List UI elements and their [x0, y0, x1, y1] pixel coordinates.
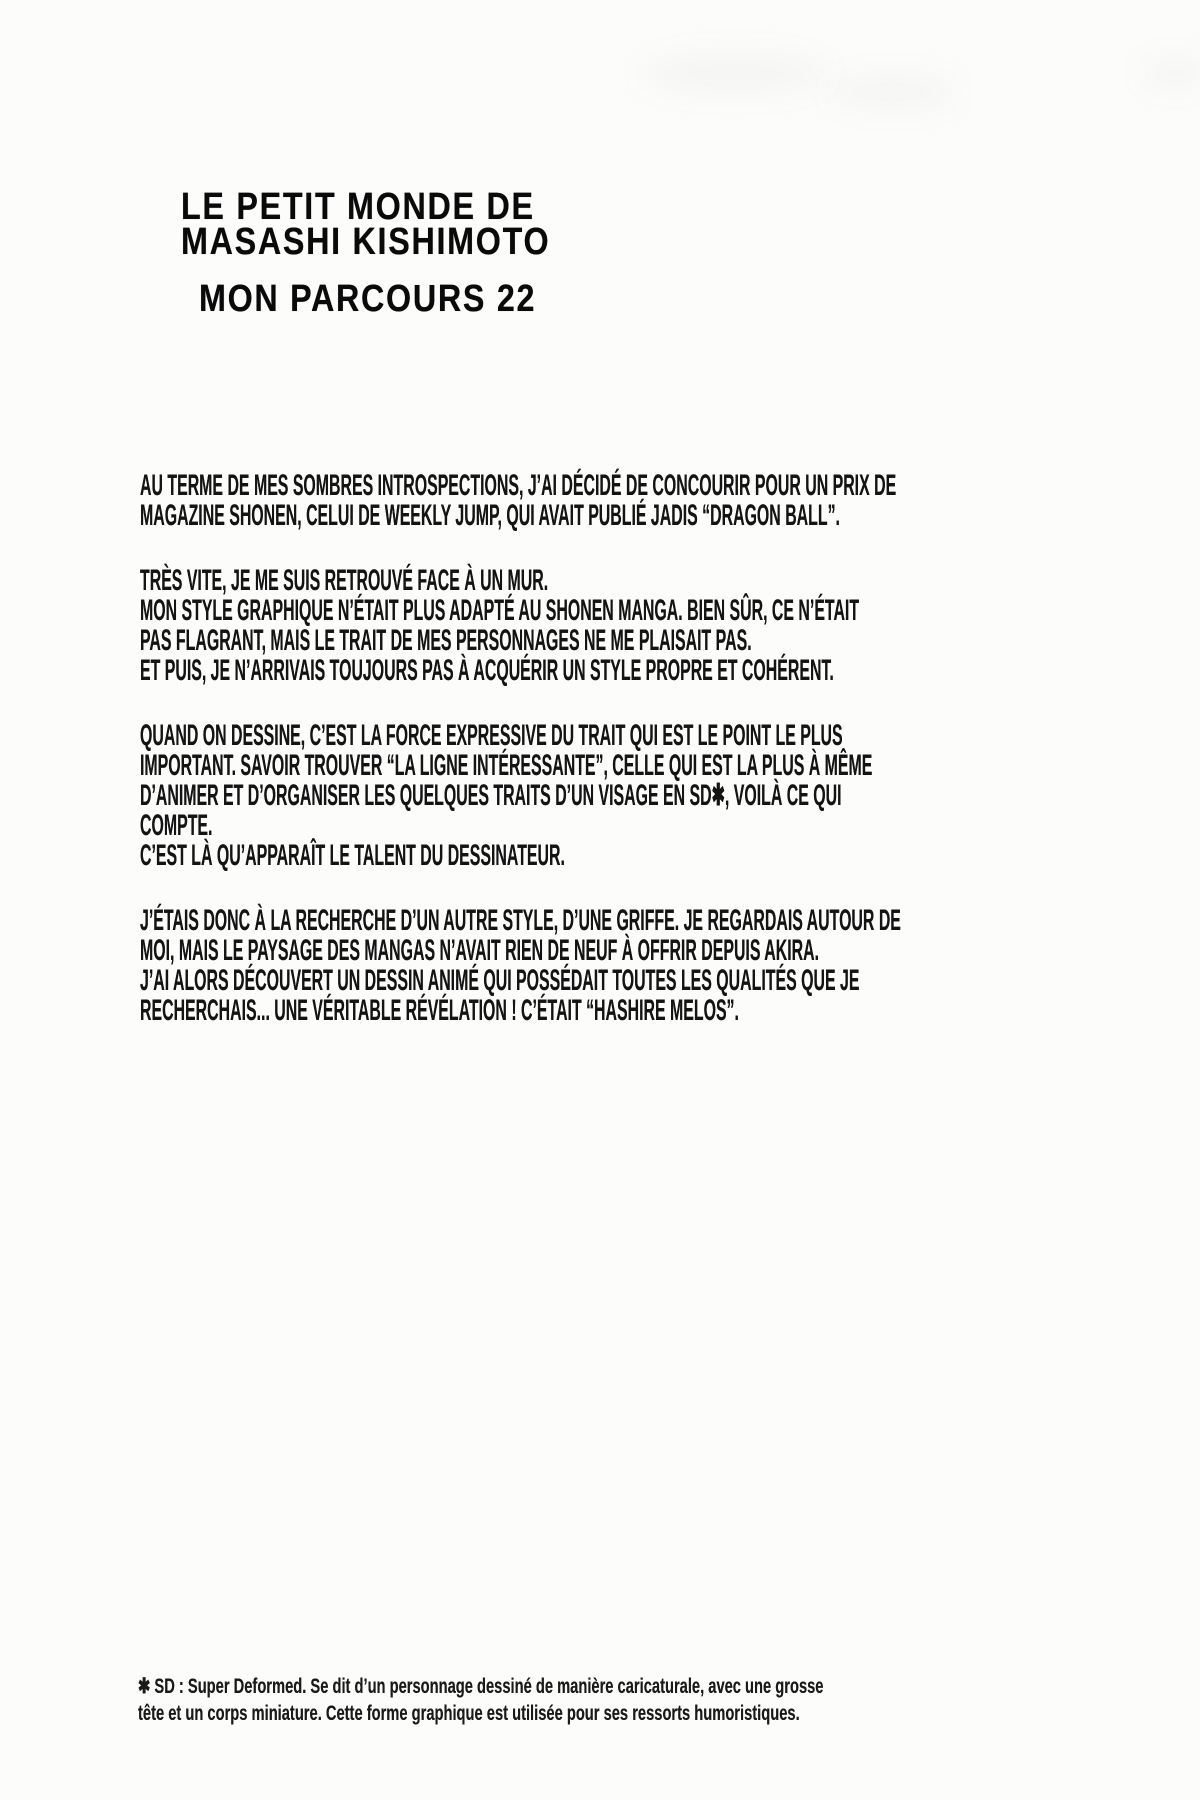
text-line — [140, 626, 1200, 656]
paragraph-4-line-1: J’ÉTAIS DONC À LA RECHERCHE D’UN AUTRE STYLE, D’UNE GRIFFE. JE REGARDAIS AUTOUR DE — [140, 904, 901, 937]
text-line — [140, 656, 1200, 686]
scan-smudge — [828, 74, 958, 110]
paragraph-4-line-3: J’AI ALORS DÉCOUVERT UN DESSIN ANIMÉ QUI POSSÉDAIT TOUTES LES QUALITÉS QUE JE — [140, 964, 860, 997]
paragraph-3-line-5: C’EST LÀ QU’APPARAÎT LE TALENT DU DESSINATEUR. — [140, 839, 565, 872]
text-line — [140, 596, 1200, 626]
title-line-2 — [181, 221, 615, 263]
footnote-line-1 — [138, 1673, 1117, 1700]
paragraph-2-line-3: PAS FLAGRANT, MAIS LE TRAIT DE MES PERSONNAGES NE ME PLAISAIT PAS. — [140, 624, 752, 657]
paragraph-1-line-1: AU TERME DE MES SOMBRES INTROSPECTIONS, J’AI DÉCIDÉ DE CONCOURIR POUR UN PRIX DE — [140, 469, 897, 502]
paragraph-2-line-2: MON STYLE GRAPHIQUE N’ÉTAIT PLUS ADAPTÉ AU SHONEN MANGA. BIEN SÛR, CE N’ÉTAIT — [140, 594, 860, 627]
text-line — [140, 966, 1200, 996]
paragraph-4-line-2: MOI, MAIS LE PAYSAGE DES MANGAS N’AVAIT RIEN DE NEUF À OFFRIR DEPUIS AKIRA. — [140, 934, 820, 967]
scan-smudge — [640, 52, 830, 94]
paragraph-3-line-2: IMPORTANT. SAVOIR TROUVER “LA LIGNE INTÉRESSANTE”, CELLE QUI EST LA PLUS À MÊME — [140, 749, 873, 782]
text-line — [140, 751, 1200, 781]
text-line — [140, 841, 1200, 871]
text-line — [140, 996, 1200, 1026]
paragraph-2-line-1: TRÈS VITE, JE ME SUIS RETROUVÉ FACE À UN MUR. — [140, 564, 549, 597]
footnote — [138, 1673, 1117, 1727]
title-line-1-text: LE PETIT MONDE DE — [181, 186, 535, 228]
text-line — [140, 936, 1200, 966]
paragraph-4-line-4: RECHERCHAIS... UNE VÉRITABLE RÉVÉLATION ! C’ÉTAIT “HASHIRE MELOS”. — [140, 994, 739, 1027]
text-line — [140, 501, 1200, 531]
paragraph-2 — [140, 566, 1200, 686]
footnote-line-2-text: tête et un corps miniature. Cette forme graphique est utilisée pour ses ressorts humoristiques. — [138, 1702, 800, 1725]
paragraph-3-line-3: D’ANIMER ET D’ORGANISER LES QUELQUES TRAITS D’UN VISAGE EN SD✱, VOILÀ CE QUI — [140, 779, 842, 812]
paragraph-3 — [140, 721, 1200, 871]
paragraph-2-line-4: ET PUIS, JE N’ARRIVAIS TOUJOURS PAS À ACQUÉRIR UN STYLE PROPRE ET COHÉRENT. — [140, 654, 834, 687]
footnote-line-2 — [138, 1700, 1117, 1727]
text-line — [140, 566, 1200, 596]
paragraph-1 — [140, 471, 1200, 531]
text-line — [140, 721, 1200, 751]
title-line-2-text: MASASHI KISHIMOTO — [181, 221, 551, 263]
title-line-3-text: MON PARCOURS 22 — [199, 278, 537, 320]
text-line — [140, 811, 1200, 841]
scan-smudge — [1140, 58, 1200, 88]
text-line — [140, 906, 1200, 936]
footnote-line-1-text: ✱ SD : Super Deformed. Se dit d’un personnage dessiné de manière caricaturale, avec une grosse — [138, 1675, 824, 1698]
text-line — [140, 471, 1200, 501]
title-line-3 — [199, 278, 615, 320]
title-line-1 — [181, 186, 615, 228]
paragraph-1-line-2: MAGAZINE SHONEN, CELUI DE WEEKLY JUMP, QUI AVAIT PUBLIÉ JADIS “DRAGON BALL”. — [140, 499, 840, 532]
page-title — [181, 186, 615, 320]
paragraph-3-line-1: QUAND ON DESSINE, C’EST LA FORCE EXPRESSIVE DU TRAIT QUI EST LE POINT LE PLUS — [140, 719, 843, 752]
text-line — [140, 781, 1200, 811]
paragraph-3-line-4: COMPTE. — [140, 809, 213, 842]
paragraph-4 — [140, 906, 1200, 1026]
